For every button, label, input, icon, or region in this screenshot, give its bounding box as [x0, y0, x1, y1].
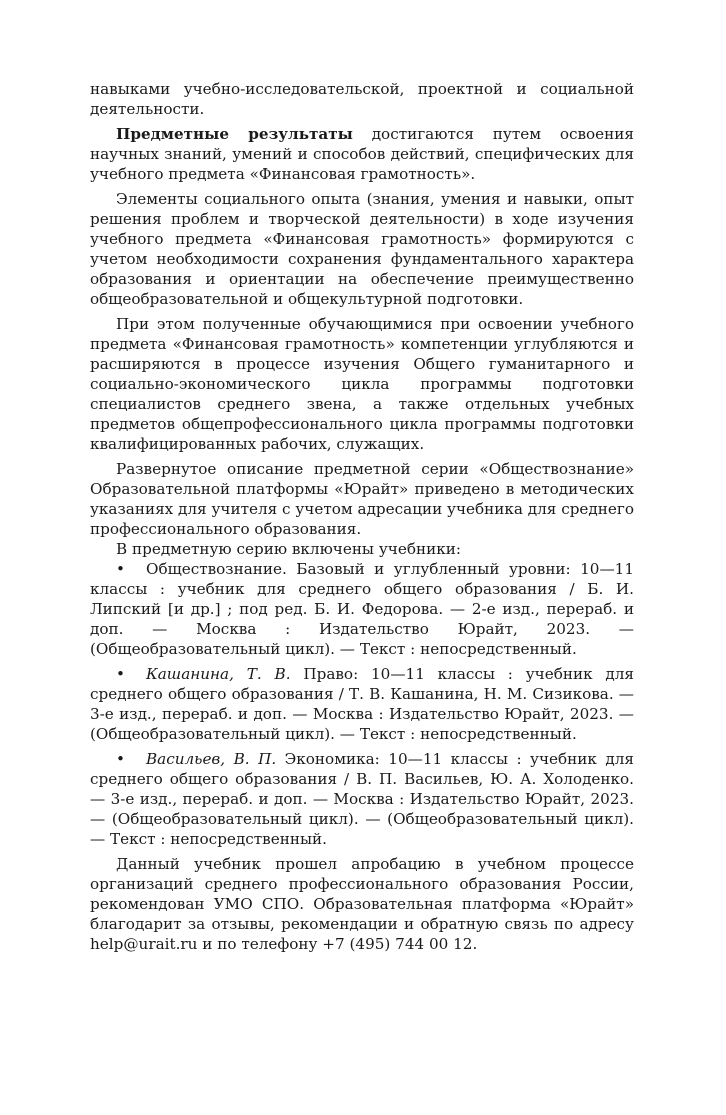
paragraph-subject-results	[90, 124, 634, 184]
paragraph-series-description: Развернутое описание предметной серии «Обществознание» Образовательной платформы «Юрайт» приведено в методических указаниях для учителя с учетом адресации учебника для среднего профессионального образования.	[90, 460, 634, 538]
list-item-author: Кашанина, Т. В.	[146, 665, 291, 683]
paragraph-social-experience: Элементы социального опыта (знания, умения и навыки, опыт решения проблем и творческой деятельности) в ходе изучения учебного предмета «Финансовая грамотность» формируются с учетом необходимости сохранения фундаментального характера образования и ориентации на обеспечение преимущественно общеобразовательной и общекультурной подготовки.	[90, 190, 634, 308]
list-item	[90, 664, 634, 744]
paragraph-approbation: Данный учебник прошел апробацию в учебном процессе организаций среднего профессионального образования России, рекомендован УМО СПО. Образовательная платформа «Юрайт» благодарит за отзывы, рекомендации и обратную связь по адресу help@urait.ru и по телефону +7 (495) 744 00 12.	[90, 855, 634, 953]
bullet-icon: •	[116, 750, 125, 768]
paragraph-series-intro: В предметную серию включены учебники:	[116, 540, 461, 558]
list-item-author: Васильев, В. П.	[146, 750, 277, 768]
subject-results-term: Предметные результаты	[116, 125, 353, 143]
subject-results-text: достигаются путем освоения научных знаний, умений и способов действий, специфических для учебного предмета «Финансовая грамотность».	[90, 125, 634, 183]
list-item-text: Право: 10—11 классы : учебник для среднего общего образования / Т. В. Кашанина, Н. М. Сизикова. — 3-е изд., перераб. и доп. — Москва : Издательство Юрайт, 2023. — (Общеобразовательный цикл). — Текст : непосредственный.	[90, 665, 634, 743]
list-item-text: Экономика: 10—11 классы : учебник для среднего общего образования / В. П. Васильев, Ю. А. Холоденко. — 3-е изд., перераб. и доп. — Москва : Издательство Юрайт, 2023. — (Общеобразовательный цикл). — (Общеобразовательный цикл). — Текст : непосредственный.	[90, 750, 634, 848]
bullet-icon: •	[116, 665, 125, 683]
list-item	[90, 559, 634, 659]
body-text	[90, 79, 634, 954]
list-item	[90, 749, 634, 849]
paragraph-continuation: навыками учебно-исследовательской, проектной и социальной деятельности.	[90, 80, 634, 118]
list-item-text: Обществознание. Базовый и углубленный уровни: 10—11 классы : учебник для среднего общего образования / Б. И. Липский [и др.] ; под ред. Б. И. Федорова. — 2-е изд., перераб. и доп. — Москва : Издательство Юрайт, 2023. — (Общеобразовательный цикл). — Текст : непосредственный.	[90, 560, 634, 658]
paragraph-competences: При этом полученные обучающимися при освоении учебного предмета «Финансовая грамотность» компетенции углубляются и расширяются в процессе изучения Общего гуманитарного и социально-экономического цикла программы подготовки специалистов среднего звена, а также отдельных учебных предметов общепрофессионального цикла программы подготовки квалифицированных рабочих, служащих.	[90, 315, 634, 453]
bullet-icon: •	[116, 560, 125, 578]
